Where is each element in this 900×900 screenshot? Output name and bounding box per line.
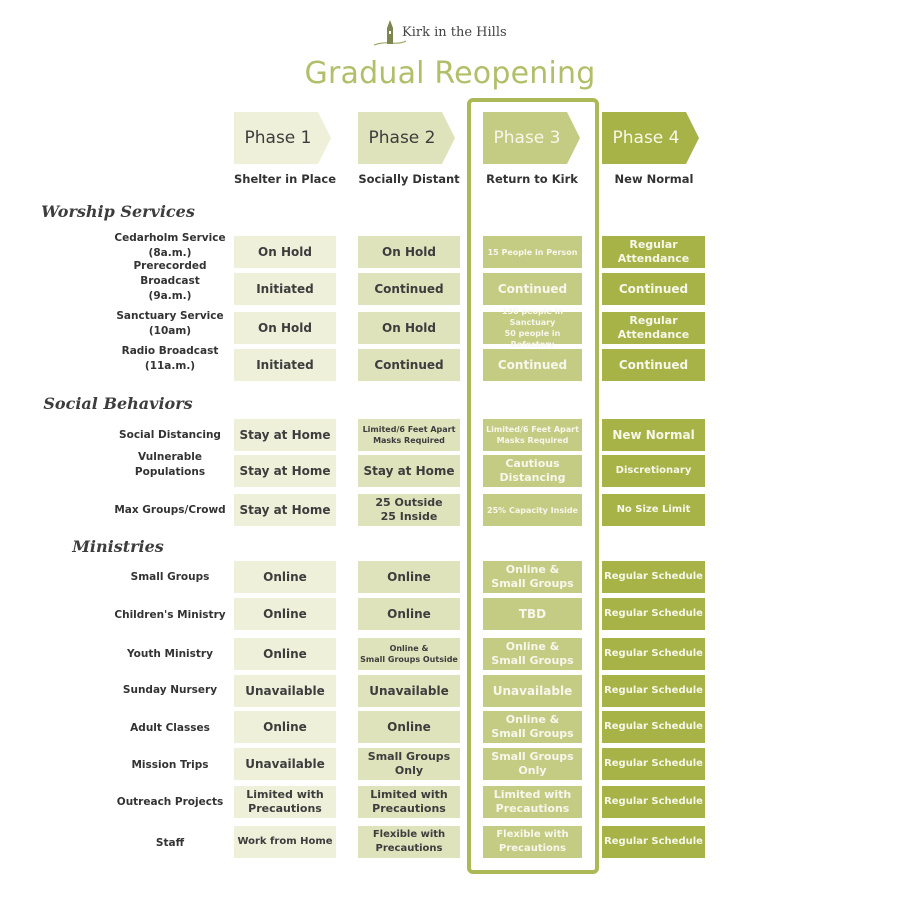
phase-1-cell: Online [234,711,336,743]
phase-2-cell: Flexible with Precautions [358,826,460,858]
phase-2-cell: On Hold [358,312,460,344]
phase-2-cell: Limited/6 Feet Apart Masks Required [358,419,460,451]
logo [0,18,900,50]
phase-3-cell: Limited with Precautions [483,786,582,818]
phase-1-cell: Stay at Home [234,455,336,487]
phase-4-cell: New Normal [602,419,705,451]
row-label: Mission Trips [131,759,209,771]
phase-4-cell: Regular Schedule [602,598,705,630]
row-label: Staff [155,837,185,849]
phase-3-cell: Small Groups Only [483,748,582,780]
row-label: Prerecorded Broadcast (9a.m.) [133,260,207,302]
phase-3-cell: Unavailable [483,675,582,707]
phase-1-cell: Initiated [234,273,336,305]
phase-2-cell: Small Groups Only [358,748,460,780]
row-label: Sanctuary Service (10am) [116,310,224,337]
row-label: Sunday Nursery [122,684,218,696]
row-label: Adult Classes [130,722,210,734]
phase-4-cell: Regular Schedule [602,711,705,743]
phase-4-cell: Regular Schedule [602,826,705,858]
phase-subtitle: New Normal [614,172,694,186]
phase-3-cell: TBD [483,598,582,630]
phase-3-cell: Continued [483,349,582,381]
phase-1-cell: Stay at Home [234,494,336,526]
phase-label: Phase 1 [244,128,312,148]
section-title: Social Behaviors [43,394,193,413]
phase-2-cell: Online [358,598,460,630]
phase-subtitle: Shelter in Place [233,172,337,186]
phase-label: Phase 2 [368,128,436,148]
phase-2-cell: Continued [358,349,460,381]
phase-3-cell: 130 people in Sanctuary 50 people in Refectory [483,312,582,344]
phase-4-cell: Regular Schedule [602,786,705,818]
phase-2-cell: Online [358,711,460,743]
phase-4-cell: Discretionary [602,455,705,487]
phase-3-cell: Online & Small Groups [483,561,582,593]
phase-1-cell: Online [234,598,336,630]
phase-2-cell: 25 Outside 25 Inside [358,494,460,526]
phase-4-cell: Continued [602,273,705,305]
phase-4-cell: Regular Attendance [602,312,705,344]
phase-4-cell: Regular Schedule [602,638,705,670]
row-label: Radio Broadcast (11a.m.) [121,345,219,372]
phase-3-cell: Online & Small Groups [483,711,582,743]
row-label: Children's Ministry [114,609,226,621]
phase-3-highlight [467,98,599,874]
phase-label: Phase 4 [612,128,680,148]
phase-2-cell: Unavailable [358,675,460,707]
phase-1-cell: Unavailable [234,675,336,707]
phase-1-cell: Work from Home [234,826,336,858]
row-label: Max Groups/Crowd [114,504,226,516]
phase-subtitle: Return to Kirk [486,172,578,186]
section-title: Worship Services [41,202,195,221]
phase-3-cell: Limited/6 Feet Apart Masks Required [483,419,582,451]
row-label: Social Distancing [119,429,221,441]
section-title: Ministries [72,537,164,556]
row-label: Cedarholm Service (8a.m.) [114,232,226,259]
phase-1-cell: Online [234,561,336,593]
phase-2-cell: Continued [358,273,460,305]
phase-2-cell: Online [358,561,460,593]
row-label: Small Groups [130,571,210,583]
row-label: Outreach Projects [116,796,224,808]
row-label: Youth Ministry [127,648,213,660]
phase-1-cell: On Hold [234,236,336,268]
phase-label: Phase 3 [493,128,561,148]
phase-1-cell: Stay at Home [234,419,336,451]
phase-1-cell: Initiated [234,349,336,381]
phase-subtitle: Socially Distant [358,172,460,186]
phase-3-cell: Flexible with Precautions [483,826,582,858]
phase-3-cell: Cautious Distancing [483,455,582,487]
phase-3-cell: 25% Capacity Inside [483,494,582,526]
phase-1-header [234,112,332,164]
phase-4-cell: Regular Schedule [602,675,705,707]
phase-4-header [602,112,700,164]
phase-1-cell: Limited with Precautions [234,786,336,818]
phase-4-cell: Regular Attendance [602,236,705,268]
row-label: Vulnerable Populations [134,451,206,478]
phase-2-cell: On Hold [358,236,460,268]
phase-4-cell: No Size Limit [602,494,705,526]
phase-4-cell: Continued [602,349,705,381]
phase-3-cell: Online & Small Groups [483,638,582,670]
phase-1-cell: On Hold [234,312,336,344]
phase-2-cell: Online & Small Groups Outside [358,638,460,670]
page-title: Gradual Reopening [304,56,596,91]
logo-text: Kirk in the Hills [402,25,507,40]
phase-1-cell: Online [234,638,336,670]
phase-1-cell: Unavailable [234,748,336,780]
phase-3-cell: Continued [483,273,582,305]
phase-4-cell: Regular Schedule [602,748,705,780]
phase-3-cell: 15 People in Person [483,236,582,268]
phase-4-cell: Regular Schedule [602,561,705,593]
phase-2-cell: Stay at Home [358,455,460,487]
phase-2-cell: Limited with Precautions [358,786,460,818]
phase-2-header [358,112,456,164]
